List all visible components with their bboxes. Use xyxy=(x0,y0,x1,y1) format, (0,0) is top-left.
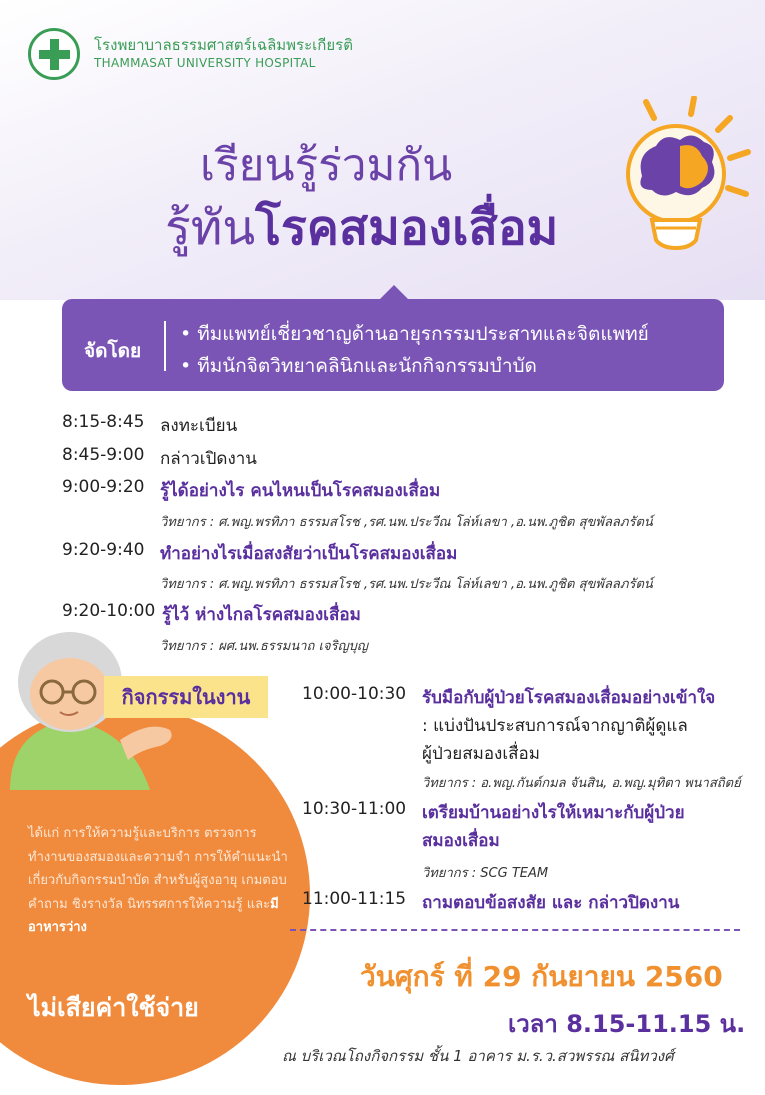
activity-description: ได้แก่ การให้ความรู้และบริการ ตรวจการทำงานของสมองและความจำ การให้คำแนะนำเกี่ยวกับกิจกรรมบำบัด สำหรับผู้สูงอายุ เกมตอบคำถาม ชิงรางวัล นิทรรศการให้ความรู้ และมีอาหารว่าง xyxy=(28,826,288,935)
schedule-time: 11:00-11:15 xyxy=(302,889,407,909)
schedule-speaker: วิทยากร : ผศ.นพ.ธรรมนาถ เจริญบุญ xyxy=(160,639,368,654)
event-place: ณ บริเวณโถงกิจกรรม ชั้น 1 อาคาร ม.ร.ว.สวพรรณ สนิทวงศ์ xyxy=(282,1047,674,1065)
schedule-title: รู้ได้อย่างไร คนไหนเป็นโรคสมองเสื่อม xyxy=(160,481,441,501)
schedule-subtitle: ผู้ป่วยสมองเสื่อม xyxy=(422,744,540,764)
schedule-time: 9:00-9:20 xyxy=(62,477,145,497)
schedule-time: 10:00-10:30 xyxy=(302,684,407,704)
hospital-name-thai: โรงพยาบาลธรรมศาสตร์เฉลิมพระเกียรติ xyxy=(94,36,353,54)
schedule-title: เตรียมบ้านอย่างไรให้เหมาะกับผู้ป่วย xyxy=(422,803,685,823)
schedule-title: รับมือกับผู้ป่วยโรคสมองเสื่อมอย่างเข้าใจ xyxy=(422,688,716,708)
schedule-title: กล่าวเปิดงาน xyxy=(160,449,257,469)
schedule-time: 9:20-10:00 xyxy=(62,601,156,621)
organizer-box xyxy=(62,299,724,391)
event-date: วันศุกร์ ที่ 29 กันยายน 2560 xyxy=(360,960,723,993)
schedule-subtitle: : แบ่งปันประสบการณ์จากญาติผู้ดูแล xyxy=(422,716,688,736)
schedule-title: ถามตอบข้อสงสัย และ กล่าวปิดงาน xyxy=(422,893,680,913)
hospital-logo xyxy=(28,28,80,80)
title-line-1: เรียนรู้ร่วมกัน xyxy=(200,140,453,191)
schedule-title: รู้ไว้ ห่างไกลโรคสมองเสื่อม xyxy=(162,605,361,625)
schedule-title: สมองเสื่อม xyxy=(422,831,500,851)
free-of-charge: ไม่เสียค่าใช้จ่าย xyxy=(28,993,199,1022)
event-time: เวลา 8.15-11.15 น. xyxy=(508,1010,746,1038)
hospital-name-english: THAMMASAT UNIVERSITY HOSPITAL xyxy=(94,56,316,70)
title-line-2: รู้ทันโรคสมองเสื่อม xyxy=(165,200,559,256)
schedule-speaker: วิทยากร : ศ.พญ.พรทิภา ธรรมสโรช ,รศ.นพ.ประวีณ โล่ห์เลขา ,อ.นพ.ภูชิต สุขพัลลภรัตน์ xyxy=(160,577,653,592)
schedule-time: 10:30-11:00 xyxy=(302,799,407,819)
dashed-divider xyxy=(290,929,740,931)
brain-lightbulb-icon xyxy=(606,96,756,256)
schedule-time: 8:15-8:45 xyxy=(62,412,145,432)
schedule-speaker: วิทยากร : อ.พญ.กันต์กมล จันสิน, อ.พญ.มุทิตา พนาสถิตย์ xyxy=(422,776,741,791)
schedule-title: ทำอย่างไรเมื่อสงสัยว่าเป็นโรคสมองเสื่อม xyxy=(160,544,458,564)
schedule-time: 9:20-9:40 xyxy=(62,540,145,560)
organizer-label: จัดโดย xyxy=(84,340,142,362)
schedule-title: ลงทะเบียน xyxy=(160,416,238,436)
schedule-speaker: วิทยากร : SCG TEAM xyxy=(422,866,549,881)
organizer-divider xyxy=(164,321,166,371)
schedule-speaker: วิทยากร : ศ.พญ.พรทิภา ธรรมสโรช ,รศ.นพ.ประวีณ โล่ห์เลขา ,อ.นพ.ภูชิต สุขพัลลภรัตน์ xyxy=(160,515,653,530)
schedule-time: 8:45-9:00 xyxy=(62,445,145,465)
organizer-item: • ทีมแพทย์เชี่ยวชาญด้านอายุรกรรมประสาทและจิตแพทย์ xyxy=(180,323,649,345)
organizer-item: • ทีมนักจิตวิทยาคลินิกและนักกิจกรรมบำบัด xyxy=(180,355,537,377)
activity-tag: กิจกรรมในงาน xyxy=(104,676,268,718)
